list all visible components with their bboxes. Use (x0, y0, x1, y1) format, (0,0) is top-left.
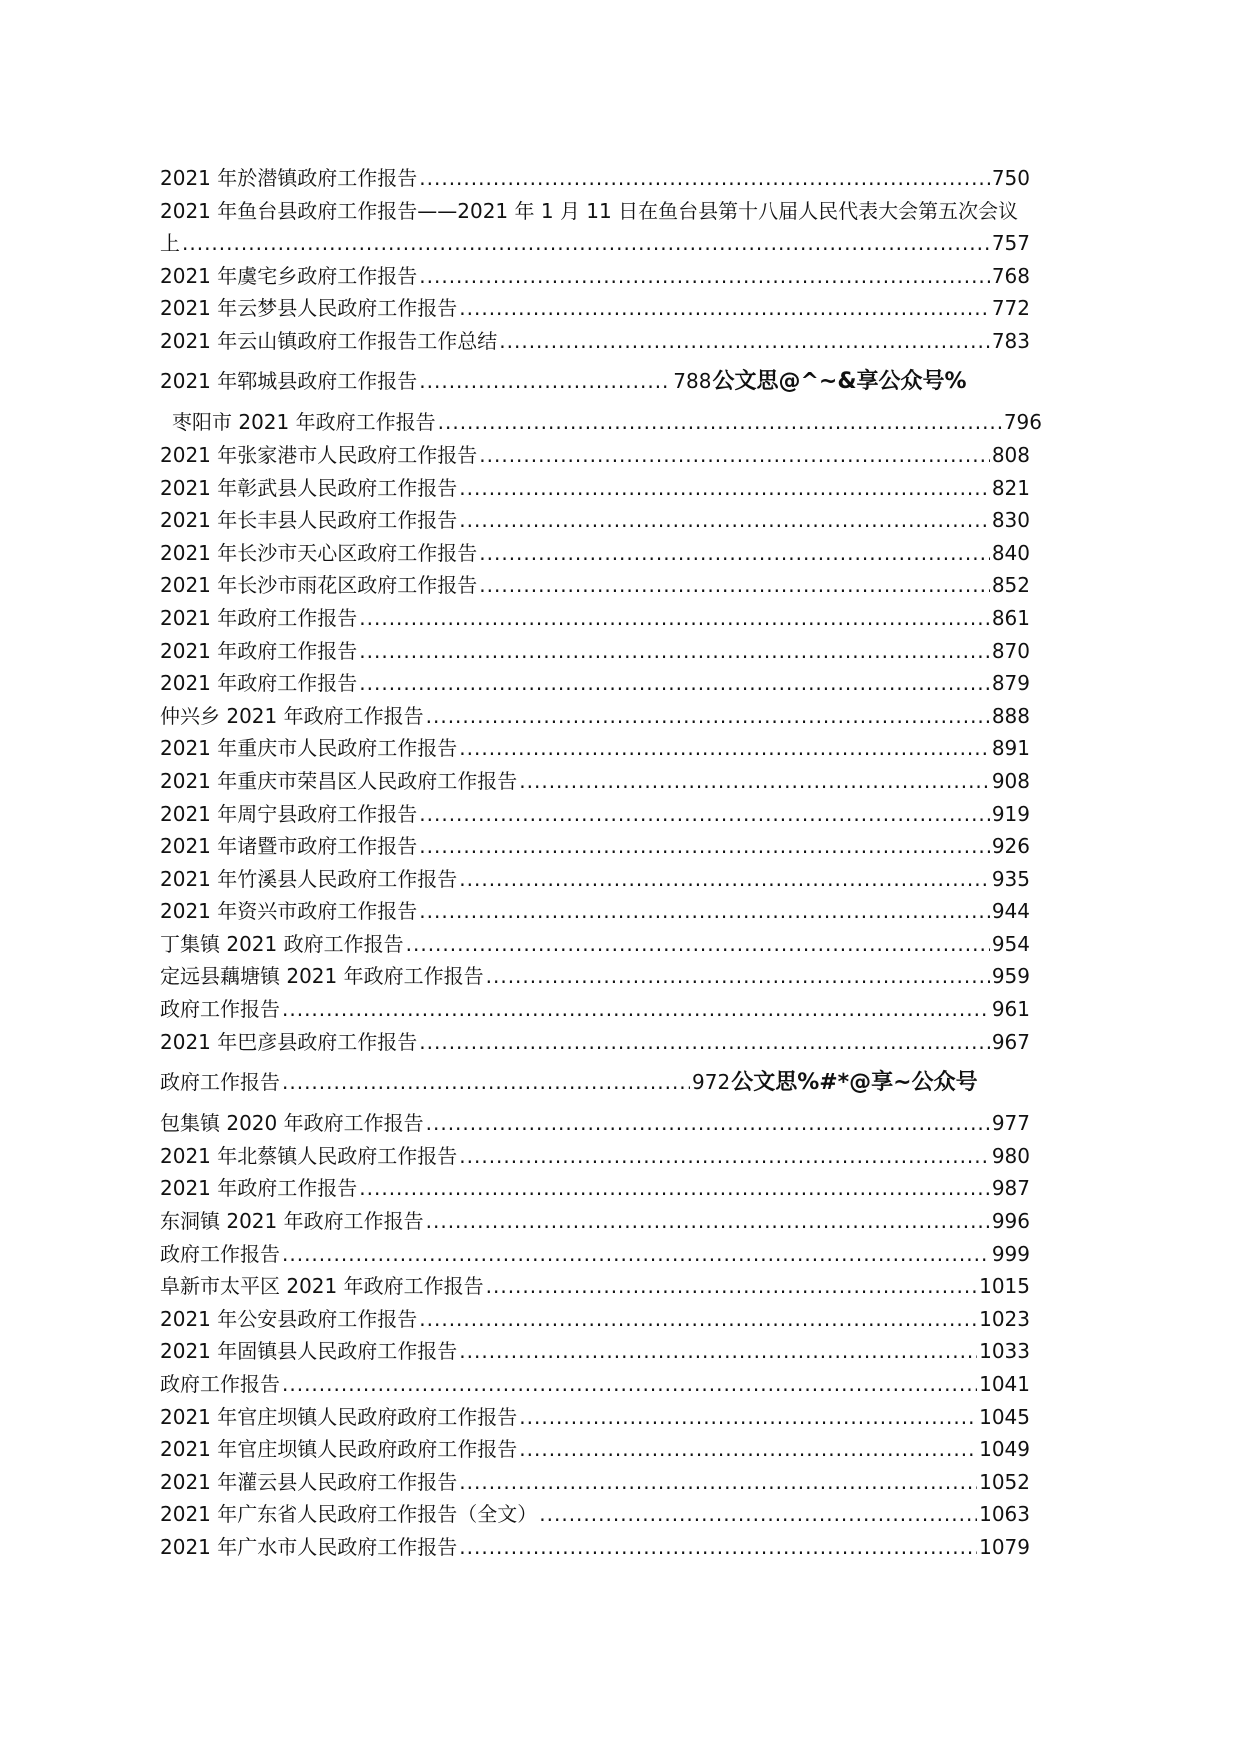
toc-entry-title: 丁集镇 2021 政府工作报告 (160, 931, 404, 956)
toc-entry-title: 2021 年虞宅乡政府工作报告 (160, 263, 418, 288)
dot-leader (359, 1172, 990, 1205)
toc-entry-title: 2021 年官庄坝镇人民政府政府工作报告 (160, 1437, 518, 1462)
toc-page-number: 783 (991, 328, 1030, 353)
toc-page-number: 879 (991, 671, 1030, 696)
toc-page-number: 891 (991, 736, 1030, 761)
dot-leader (419, 260, 990, 293)
toc-entry-title: 2021 年政府工作报告 (160, 605, 358, 630)
toc-entry-title: 2021 年公安县政府工作报告 (160, 1306, 418, 1331)
toc-entry[interactable] (160, 195, 1030, 260)
dot-leader (459, 1140, 990, 1173)
dot-leader (459, 863, 990, 896)
dot-leader (486, 1270, 977, 1303)
toc-page-number: 1041 (979, 1372, 1030, 1396)
toc-entry-title: 2021 年云山镇政府工作报告工作总结 (160, 328, 498, 353)
toc-entry[interactable] (160, 635, 1030, 668)
toc-entry-title: 2021 年官庄坝镇人民政府政府工作报告 (160, 1404, 518, 1429)
toc-entry[interactable] (160, 439, 1030, 472)
toc-entry[interactable] (160, 357, 1030, 406)
toc-entry-title: 2021 年周宁县政府工作报告 (160, 801, 418, 826)
watermark-text: 公文思@^~&享公众号% (712, 369, 967, 395)
toc-entry[interactable] (160, 960, 1030, 993)
toc-entry-title: 枣阳市 2021 年政府工作报告 (172, 410, 436, 435)
dot-leader (406, 928, 990, 961)
toc-entry[interactable] (160, 1172, 1030, 1205)
toc-entry[interactable] (160, 798, 1030, 831)
toc-page-number: 796 (1003, 410, 1042, 435)
toc-entry-title: 2021 年彰武县人民政府工作报告 (160, 475, 458, 500)
toc-page-number: 772 (991, 296, 1030, 321)
toc-page-number: 954 (991, 931, 1030, 956)
toc-entry[interactable] (160, 162, 1030, 195)
toc-page-number: 840 (991, 540, 1030, 565)
toc-entry[interactable] (160, 1531, 1030, 1564)
dot-leader (479, 569, 990, 602)
dot-leader (479, 439, 990, 472)
dot-leader (459, 504, 990, 537)
toc-entry-title: 2021 年政府工作报告 (160, 638, 358, 663)
toc-entry-title: 2021 年郓城县政府工作报告 (160, 369, 418, 394)
toc-entry-title: 2021 年广东省人民政府工作报告（全文） (160, 1502, 538, 1527)
toc-entry-title: 包集镇 2020 年政府工作报告 (160, 1111, 424, 1136)
toc-entry-title: 2021 年长丰县人民政府工作报告 (160, 508, 458, 533)
toc-entry-title: 政府工作报告 (160, 997, 280, 1022)
toc-entry-title: 定远县藕塘镇 2021 年政府工作报告 (160, 964, 484, 989)
toc-entry[interactable] (160, 1401, 1030, 1434)
dot-leader (182, 227, 990, 260)
dot-leader (459, 1531, 977, 1564)
toc-entry[interactable] (160, 406, 1042, 439)
toc-entry-title: 2021 年灌云县人民政府工作报告 (160, 1469, 458, 1494)
toc-entry-title: 2021 年竹溪县人民政府工作报告 (160, 866, 458, 891)
toc-entry[interactable] (160, 260, 1030, 293)
toc-page-number: 821 (991, 475, 1030, 500)
toc-entry[interactable] (160, 1058, 1030, 1107)
toc-entry[interactable] (160, 1368, 1030, 1401)
toc-entry[interactable] (160, 569, 1030, 602)
dot-leader (419, 1303, 977, 1336)
toc-page-number: 1033 (979, 1339, 1030, 1364)
dot-leader (519, 1401, 977, 1434)
toc-page-number: 919 (991, 801, 1030, 826)
toc-entry[interactable] (160, 1107, 1030, 1140)
toc-entry-title: 2021 年北蔡镇人民政府工作报告 (160, 1143, 458, 1168)
toc-entry[interactable] (160, 1433, 1030, 1466)
toc-entry[interactable] (160, 602, 1030, 635)
toc-entry[interactable] (160, 292, 1030, 325)
toc-entry-title: 2021 年巴彦县政府工作报告 (160, 1029, 418, 1054)
toc-page-number: 888 (991, 703, 1030, 728)
toc-entry[interactable] (160, 1270, 1030, 1303)
toc-page-number: 788 (673, 369, 712, 394)
dot-leader (426, 700, 990, 733)
toc-entry[interactable] (160, 1303, 1030, 1336)
dot-leader (419, 357, 671, 406)
dot-leader (359, 667, 990, 700)
toc-entry[interactable] (160, 1205, 1030, 1238)
toc-entry[interactable] (160, 325, 1030, 358)
toc-entry[interactable] (160, 700, 1030, 733)
toc-entry-title: 2021 年云梦县人民政府工作报告 (160, 296, 458, 321)
dot-leader (426, 1107, 990, 1140)
toc-page-number: 1052 (979, 1469, 1030, 1494)
dot-leader (419, 830, 990, 863)
toc-entry[interactable] (160, 830, 1030, 863)
toc-page-number: 926 (991, 834, 1030, 859)
toc-page-number: 1015 (979, 1274, 1030, 1299)
toc-page-number: 861 (991, 605, 1030, 630)
toc-entry-title: 2021 年广水市人民政府工作报告 (160, 1534, 458, 1559)
dot-leader (459, 292, 990, 325)
dot-leader (459, 732, 990, 765)
toc-entry-title: 2021 年政府工作报告 (160, 671, 358, 696)
toc-page-number: 944 (991, 899, 1030, 924)
dot-leader (419, 162, 990, 195)
watermark-text: 公文思%#*@享~公众号 (731, 1070, 978, 1096)
toc-page-number: 961 (991, 997, 1030, 1022)
toc-page-number: 908 (991, 768, 1030, 793)
toc-entry[interactable] (160, 1498, 1030, 1531)
dot-leader (519, 1433, 977, 1466)
toc-page-number: 999 (991, 1241, 1030, 1266)
dot-leader (438, 406, 1002, 439)
toc-page-number: 1023 (979, 1306, 1030, 1331)
toc-entry-title: 仲兴乡 2021 年政府工作报告 (160, 703, 424, 728)
dot-leader (359, 602, 990, 635)
toc-page-number: 977 (991, 1111, 1030, 1136)
toc-entry[interactable] (160, 765, 1030, 798)
toc-entry[interactable] (160, 1026, 1030, 1059)
toc-page-number: 830 (991, 508, 1030, 533)
toc-entry-title: 2021 年重庆市人民政府工作报告 (160, 736, 458, 761)
dot-leader (486, 960, 990, 993)
dot-leader (359, 635, 990, 668)
toc-entry[interactable] (160, 537, 1030, 570)
dot-leader (519, 765, 990, 798)
dot-leader (282, 1238, 990, 1271)
toc-page-number: 1049 (979, 1437, 1030, 1462)
toc-entry[interactable] (160, 504, 1030, 537)
dot-leader (459, 472, 990, 505)
toc-entry-title: 政府工作报告 (160, 1070, 280, 1095)
toc-entry[interactable] (160, 928, 1030, 961)
toc-entry-title: 2021 年长沙市天心区政府工作报告 (160, 540, 478, 565)
toc-entry-title: 政府工作报告 (160, 1372, 280, 1396)
toc-page-number: 852 (991, 573, 1030, 598)
toc-page-number: 959 (991, 964, 1030, 989)
toc-page-number: 768 (991, 263, 1030, 288)
toc-page-number: 808 (991, 442, 1030, 467)
toc-entry-title: 2021 年於潜镇政府工作报告 (160, 166, 418, 190)
toc-page-number: 987 (991, 1176, 1030, 1201)
dot-leader (459, 1335, 977, 1368)
toc-page-number: 757 (991, 231, 1030, 256)
toc-entry-title-line1: 2021 年鱼台县政府工作报告——2021 年 1 月 11 日在鱼台县第十八届人民代表大会第五次会议 (160, 198, 1019, 223)
toc-entry-title: 2021 年重庆市荣昌区人民政府工作报告 (160, 768, 518, 793)
dot-leader (419, 798, 990, 831)
toc-page-number: 935 (991, 866, 1030, 891)
toc-entry[interactable] (160, 1140, 1030, 1173)
toc-page-number: 1079 (979, 1534, 1030, 1559)
dot-leader (426, 1205, 990, 1238)
table-of-contents (160, 162, 1042, 1564)
toc-page-number: 972 (692, 1070, 731, 1095)
toc-page-number: 996 (991, 1209, 1030, 1234)
toc-entry-title: 东洞镇 2021 年政府工作报告 (160, 1209, 424, 1234)
toc-entry[interactable] (160, 993, 1030, 1026)
toc-entry-title: 政府工作报告 (160, 1241, 280, 1266)
toc-entry-title: 2021 年张家港市人民政府工作报告 (160, 442, 478, 467)
toc-page-number: 750 (991, 166, 1030, 190)
dot-leader (282, 1368, 977, 1401)
dot-leader (419, 895, 990, 928)
dot-leader (499, 325, 990, 358)
toc-entry-title: 2021 年诸暨市政府工作报告 (160, 834, 418, 859)
toc-entry[interactable] (160, 1238, 1030, 1271)
toc-page-number: 967 (991, 1029, 1030, 1054)
dot-leader (282, 993, 990, 1026)
toc-entry[interactable] (160, 472, 1030, 505)
toc-entry[interactable] (160, 667, 1030, 700)
toc-entry-title: 2021 年长沙市雨花区政府工作报告 (160, 573, 478, 598)
toc-page-number: 1063 (979, 1502, 1030, 1527)
dot-leader (419, 1026, 990, 1059)
dot-leader (539, 1498, 977, 1531)
toc-entry[interactable] (160, 1466, 1030, 1499)
dot-leader (282, 1058, 690, 1107)
toc-entry-title: 2021 年固镇县人民政府工作报告 (160, 1339, 458, 1364)
toc-entry-title: 2021 年资兴市政府工作报告 (160, 899, 418, 924)
toc-entry-title: 上 (160, 231, 180, 256)
toc-page-number: 870 (991, 638, 1030, 663)
toc-entry[interactable] (160, 863, 1030, 896)
toc-page-number: 1045 (979, 1404, 1030, 1429)
dot-leader (459, 1466, 977, 1499)
toc-entry-title: 阜新市太平区 2021 年政府工作报告 (160, 1274, 484, 1299)
toc-entry[interactable] (160, 732, 1030, 765)
toc-entry[interactable] (160, 1335, 1030, 1368)
dot-leader (479, 537, 990, 570)
toc-entry[interactable] (160, 895, 1030, 928)
toc-page-number: 980 (991, 1143, 1030, 1168)
toc-entry-title: 2021 年政府工作报告 (160, 1176, 358, 1201)
